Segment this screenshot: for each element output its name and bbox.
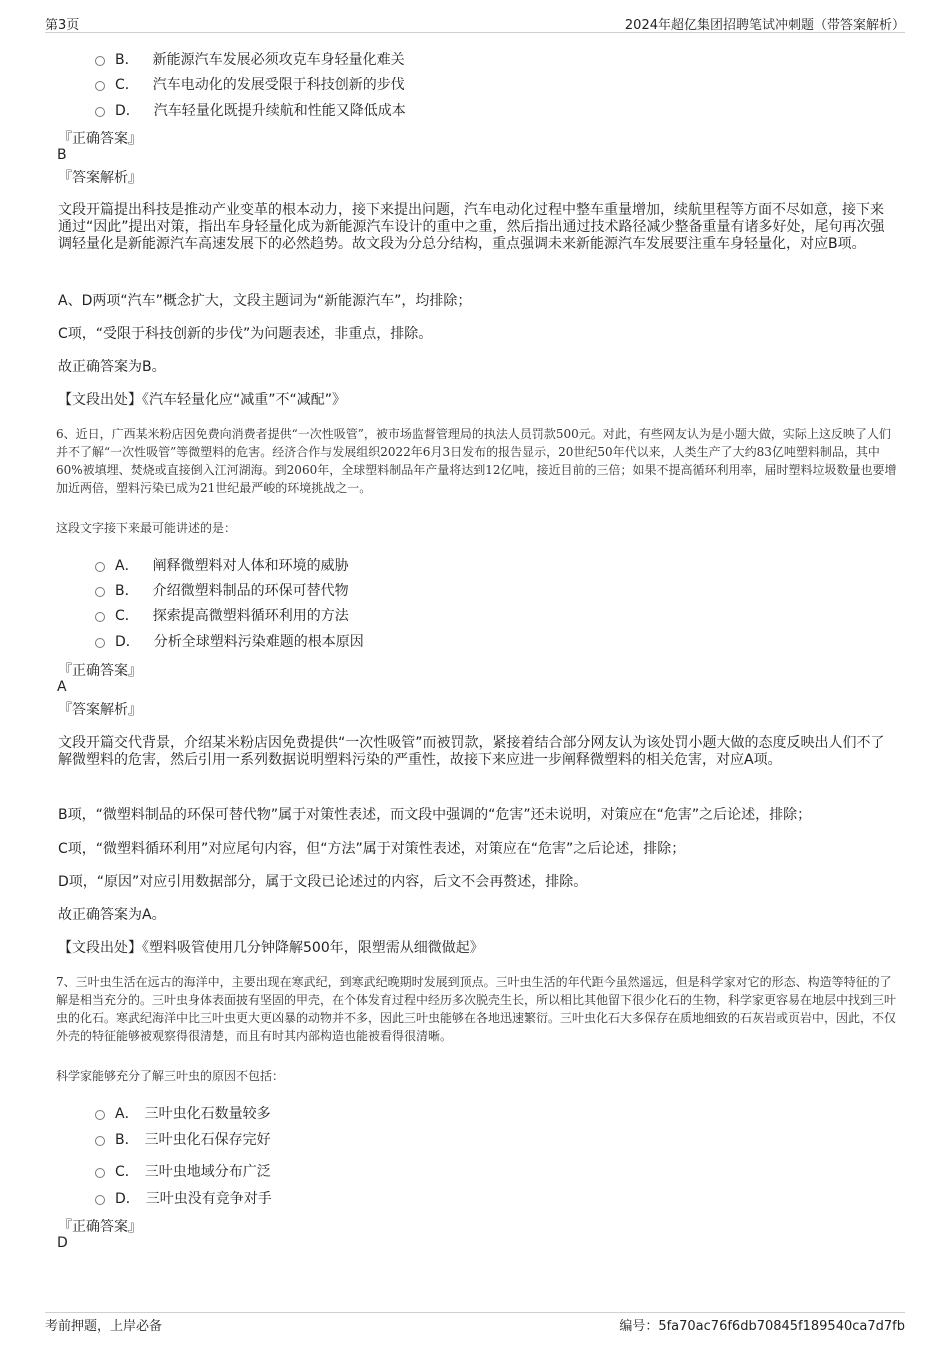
q6-analysis-line: D项，“原因”对应引用数据部分，属于文段已论述过的内容，后文不会再赘述，排除。 [58, 874, 588, 890]
radio-icon[interactable] [95, 107, 105, 117]
radio-icon[interactable] [95, 1195, 105, 1205]
footer-slogan: 考前押题，上岸必备 [45, 1319, 163, 1334]
q6-source: 【文段出处】《塑料吸管使用几分钟降解500年，限塑需从细微做起》 [58, 940, 484, 956]
q5-analysis: 文段开篇提出科技是推动产业变革的根本动力，接下来提出问题，汽车电动化过程中整车重量增加，续航里程等方面不尽如意，接下来通过“因此”提出对策，指出车身轻量化成为新能源汽车设计的重中之重，然后指出通过技术路径减少整备重量有诸多好处，尾句再次强调轻量化是新能源汽车高速发展下的必然趋势。故文段为分总分结构，重点强调未来新能源汽车发展要注重车身轻量化，对应B项。 [58, 202, 885, 252]
q6-option-b[interactable]: B． 介绍微塑料制品的环保可替代物 [95, 580, 349, 600]
document-title: 2024年超亿集团招聘笔试冲刺题（带答案解析） [624, 18, 905, 33]
radio-icon[interactable] [95, 56, 105, 66]
q6-question: 6、近日，广西某米粉店因免费向消费者提供“一次性吸管”，被市场监督管理局的执法人员罚款500元。对此，有些网友认为是小题大做，实际上这反映了人们并不了解“一次性吸管”等微塑料的危害。经济合作与发展组织2022年6月3日发布的报告显示，20世纪50年代以来，人类生产了大约83亿吨塑料制品，其中60%被填埋、焚烧或直接倒入江河湖海。到2060年，全球塑料制品年产量将达到12亿吨，接近目前的三倍；如果不提高循环利用率，届时塑料垃圾数量也要增加近两倍，塑料污染已成为21世纪最严峻的环境挑战之一。 [56, 427, 897, 495]
correct-answer-label: 『正确答案』 [58, 663, 142, 679]
q6-analysis: 文段开篇交代背景，介绍某米粉店因免费提供“一次性吸管”而被罚款，紧接着结合部分网友认为该处罚小题大做的态度反映出人们不了解微塑料的危害，然后引用一系列数据说明塑料污染的严重性，故接下来应进一步阐释微塑料的相关危害，对应A项。 [58, 735, 885, 768]
radio-icon[interactable] [95, 81, 105, 91]
q5-analysis-line: C项，“受限于科技创新的步伐”为问题表述，非重点，排除。 [58, 326, 433, 342]
q5-option-b[interactable]: B． 新能源汽车发展必须攻克车身轻量化难关 [95, 49, 405, 69]
q6-option-d[interactable]: D． 分析全球塑料污染难题的根本原因 [95, 631, 364, 651]
q5-option-c[interactable]: C． 汽车电动化的发展受限于科技创新的步伐 [95, 74, 405, 94]
radio-icon[interactable] [95, 638, 105, 648]
q6-conclusion: 故正确答案为A。 [58, 907, 166, 923]
document-code: 编号：5fa70ac76f6db70845f189540ca7d7fb [619, 1319, 905, 1334]
q6-option-c[interactable]: C． 探索提高微塑料循环利用的方法 [95, 605, 349, 625]
radio-icon[interactable] [95, 1110, 105, 1120]
q6-analysis-line: B项，“微塑料制品的环保可替代物”属于对策性表述，而文段中强调的“危害”还未说明，对策应在“危害”之后论述，排除； [58, 807, 812, 823]
q5-analysis-line: A、D两项“汽车”概念扩大，文段主题词为“新能源汽车”，均排除； [58, 293, 472, 309]
q7-prompt: 科学家能够充分了解三叶虫的原因不包括： [56, 1069, 285, 1083]
q5-conclusion: 故正确答案为B。 [58, 359, 166, 375]
q5-option-d[interactable]: D． 汽车轻量化既提升续航和性能又降低成本 [95, 100, 406, 120]
q5-answer: B [57, 147, 67, 163]
q7-option-b[interactable]: B． 三叶虫化石保存完好 [95, 1129, 271, 1149]
q6-answer: A [57, 679, 67, 695]
radio-icon[interactable] [95, 1136, 105, 1146]
q7-option-a[interactable]: A． 三叶虫化石数量较多 [95, 1103, 271, 1123]
q6-option-a[interactable]: A． 阐释微塑料对人体和环境的威胁 [95, 555, 349, 575]
q6-analysis-line: C项，“微塑料循环利用”对应尾句内容，但“方法”属于对策性表述，对策应在“危害”之后论述，排除； [58, 841, 686, 857]
q7-question: 7、三叶虫生活在远古的海洋中，主要出现在寒武纪，到寒武纪晚期时发展到顶点。三叶虫生活的年代距今虽然遥远，但是科学家对它的形态、构造等特征的了解是相当充分的。三叶虫身体表面披有坚固的甲壳，在个体发育过程中经历多次脱壳生长，所以相比其他留下很少化石的生物，科学家更容易在地层中找到三叶虫的化石。寒武纪海洋中比三叶虫更大更凶暴的动物并不多，因此三叶虫能够在各地迅速繁衍。三叶虫化石大多保存在质地细致的石灰岩或页岩中，因此，不仅外壳的特征能够被观察得很清楚，而且有时其内部构造也能被看得很清晰。 [56, 975, 897, 1043]
page-number: 第3页 [45, 18, 80, 33]
radio-icon[interactable] [95, 612, 105, 622]
analysis-label: 『答案解析』 [58, 170, 142, 186]
q7-option-c[interactable]: C． 三叶虫地域分布广泛 [95, 1161, 271, 1181]
correct-answer-label: 『正确答案』 [58, 131, 142, 147]
analysis-label: 『答案解析』 [58, 702, 142, 718]
q7-answer: D [57, 1235, 68, 1251]
q7-option-d[interactable]: D． 三叶虫没有竞争对手 [95, 1188, 272, 1208]
radio-icon[interactable] [95, 587, 105, 597]
radio-icon[interactable] [95, 1168, 105, 1178]
page-footer [45, 1312, 905, 1333]
radio-icon[interactable] [95, 562, 105, 572]
page-header [45, 14, 905, 33]
q5-source: 【文段出处】《汽车轻量化应“减重”不“减配”》 [58, 392, 347, 408]
q6-prompt: 这段文字接下来最可能讲述的是： [56, 521, 237, 535]
correct-answer-label: 『正确答案』 [58, 1219, 142, 1235]
